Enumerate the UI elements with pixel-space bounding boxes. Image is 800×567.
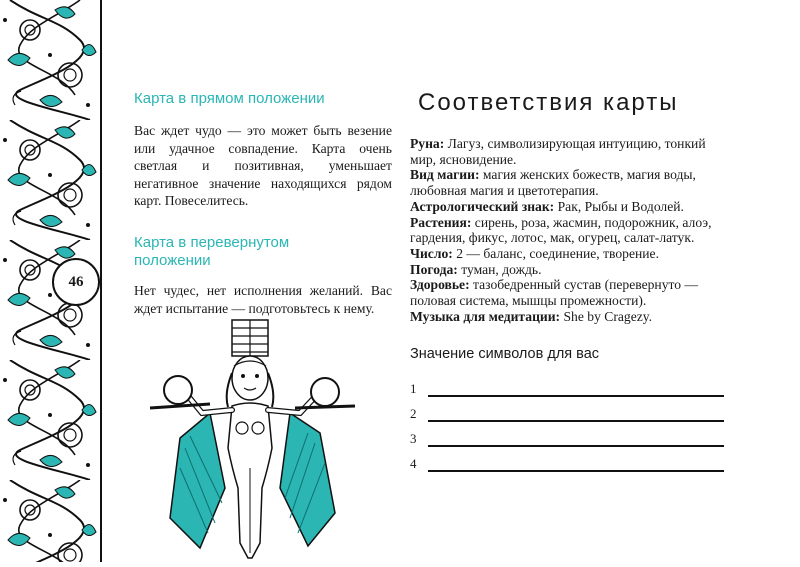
goddess-figure-icon	[140, 318, 370, 562]
correspondence-item: Руна: Лагуз, символизирующая интуицию, тонкий мир, ясновидение.	[410, 136, 706, 167]
meaning-column	[134, 90, 392, 317]
symbols-title: Значение символов для вас	[410, 346, 600, 363]
line-number: 4	[410, 456, 417, 472]
line-number: 2	[410, 406, 417, 422]
write-in-line[interactable]	[428, 458, 724, 472]
reversed-text: Нет чудес, нет исполнения желаний. Вас ждет испытание — подготовьтесь к нему.	[134, 282, 392, 316]
symbol-line[interactable]	[410, 422, 728, 447]
symbol-line[interactable]	[410, 397, 728, 422]
correspondence-item: Погода: туман, дождь.	[410, 261, 542, 277]
reversed-heading-line2: положении	[134, 251, 211, 269]
upright-text: Вас ждет чудо — это может быть везение или удачное совпадение. Карта очень светлая и позитивная, уменьшает негативное значение находящихся рядом карт. Повеселитесь.	[134, 123, 392, 209]
symbol-line[interactable]	[410, 447, 728, 472]
reversed-heading-line1: Карта в перевернутом	[134, 233, 290, 251]
correspondence-item: Растения: сирень, роза, жасмин, подорожник, алоэ, гардения, фикус, лотос, мак, огурец, салат-латук.	[410, 214, 712, 246]
correspondence-item: Вид магии: магия женских божеств, магия воды, любовная магия и цветотерапия.	[410, 167, 696, 199]
write-in-line[interactable]	[428, 383, 724, 397]
write-in-line[interactable]	[428, 433, 724, 447]
page-number-badge	[52, 258, 100, 306]
correspondences-column	[410, 88, 728, 472]
line-number: 3	[410, 431, 417, 447]
write-in-line[interactable]	[428, 408, 724, 422]
upright-heading: Карта в прямом положении	[134, 90, 325, 107]
line-number: 1	[410, 381, 417, 397]
reversed-heading	[134, 234, 392, 270]
correspondence-item: Астрологический знак: Рак, Рыбы и Водолей.	[410, 198, 684, 214]
correspondence-item: Здоровье: тазобедренный сустав (перевернуто — половая система, мышцы промежности).	[410, 277, 699, 309]
page-number: 46	[68, 273, 84, 290]
symbol-line[interactable]	[410, 372, 728, 397]
correspondences-list	[410, 136, 728, 324]
symbols-lines	[410, 372, 728, 472]
correspondences-title: Соответствия карты	[418, 89, 679, 116]
goddess-illustration	[140, 318, 370, 562]
correspondence-item: Музыка для медитации: She by Cragezy.	[410, 308, 653, 324]
correspondence-item: Число: 2 — баланс, соединение, творение.	[410, 245, 659, 261]
